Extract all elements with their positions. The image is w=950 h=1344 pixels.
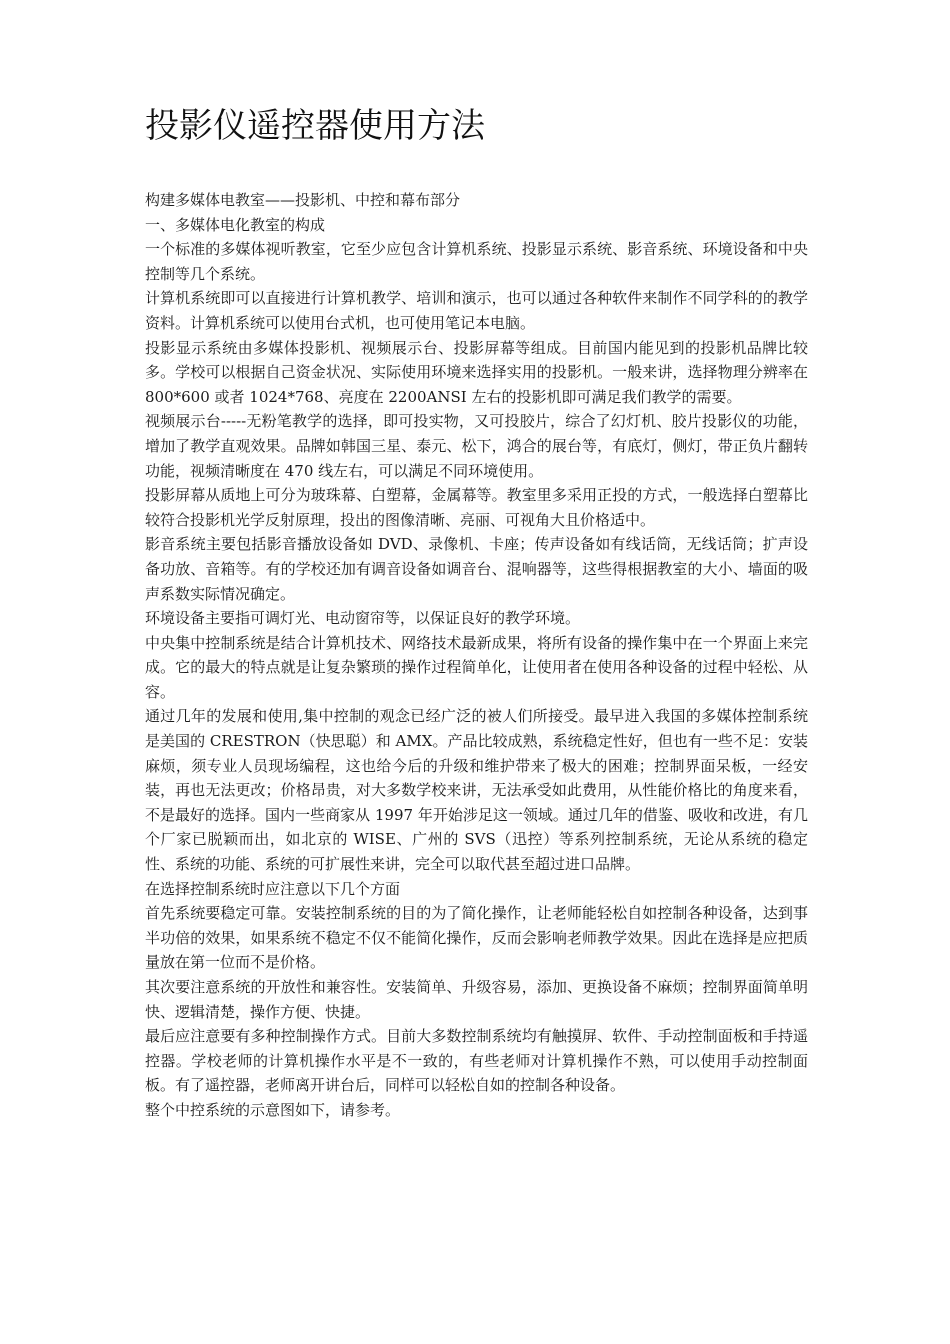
- paragraph: 最后应注意要有多种控制操作方式。目前大多数控制系统均有触摸屏、软件、手动控制面板和手持遥控器。学校老师的计算机操作水平是不一致的，有些老师对计算机操作不熟，可以使用手动控制面板。有了遥控器，老师离开讲台后，同样可以轻松自如的控制各种设备。: [145, 1027, 808, 1095]
- paragraph: 影音系统主要包括影音播放设备如 DVD、录像机、卡座；传声设备如有线话筒，无线话筒；扩声设备功放、音箱等。有的学校还加有调音设备如调音台、混响器等，这些得根据教室的大小、墙面的吸声系数实际情况确定。: [145, 535, 808, 603]
- paragraph: 整个中控系统的示意图如下，请参考。: [145, 1100, 401, 1119]
- paragraph: 在选择控制系统时应注意以下几个方面: [145, 879, 401, 898]
- document-title: 投影仪遥控器使用方法: [145, 106, 485, 146]
- subsection-heading: 一、多媒体电化教室的构成: [145, 215, 326, 234]
- paragraph: 其次要注意系统的开放性和兼容性。安装简单、升级容易，添加、更换设备不麻烦；控制界面简单明快、逻辑清楚，操作方便、快捷。: [145, 978, 808, 1021]
- paragraph: 中央集中控制系统是结合计算机技术、网络技术最新成果，将所有设备的操作集中在一个界面上来完成。它的最大的特点就是让复杂繁琐的操作过程简单化，让使用者在使用各种设备的过程中轻松、从容。: [145, 633, 808, 701]
- section-heading: 构建多媒体电教室——投影机、中控和幕布部分: [145, 191, 461, 209]
- document-body: [145, 188, 808, 1123]
- paragraph: 环境设备主要指可调灯光、电动窗帘等，以保证良好的教学环境。: [145, 609, 581, 628]
- paragraph: 一个标准的多媒体视听教室，它至少应包含计算机系统、投影显示系统、影音系统、环境设备和中央控制等几个系统。: [145, 240, 808, 283]
- paragraph: 投影屏幕从质地上可分为玻珠幕、白塑幕，金属幕等。教室里多采用正投的方式，一般选择白塑幕比较符合投影机光学反射原理，投出的图像清晰、亮丽、可视角大且价格适中。: [145, 486, 808, 529]
- paragraph: 计算机系统即可以直接进行计算机教学、培训和演示，也可以通过各种软件来制作不同学科的的教学资料。计算机系统可以使用台式机，也可使用笔记本电脑。: [145, 289, 808, 332]
- paragraph: 通过几年的发展和使用,集中控制的观念已经广泛的被人们所接受。最早进入我国的多媒体控制系统是美国的 CRESTRON（快思聪）和 AMX。产品比较成熟，系统稳定性好，但也有一些不足：安装麻烦，须专业人员现场编程，这也给今后的升级和维护带来了极大的困难；控制界面呆板，一经安装，再也无法更改；价格昂贵，对大多数学校来讲，无法承受如此费用，从性能价格比的角度来看，不是最好的选择。国内一些商家从 1997 年开始涉足这一领域。通过几年的借鉴、吸收和改进，有几个厂家已脱颖而出，如北京的 WISE、广州的 SVS（迅控）等系列控制系统，无论从系统的稳定性、系统的功能、系统的可扩展性来讲，完全可以取代甚至超过进口品牌。: [145, 707, 808, 874]
- paragraph: 投影显示系统由多媒体投影机、视频展示台、投影屏幕等组成。目前国内能见到的投影机品牌比较多。学校可以根据自己资金状况、实际使用环境来选择实用的投影机。一般来讲，选择物理分辨率在 800*600 或者 1024*768、亮度在 2200ANSI 左右的投影机即可满足我们教学的需要。: [145, 338, 808, 406]
- paragraph: 视频展示台-----无粉笔教学的选择，即可投实物，又可投胶片，综合了幻灯机、胶片投影仪的功能，增加了教学直观效果。品牌如韩国三星、泰元、松下，鸿合的展台等，有底灯，侧灯，带正负片翻转功能，视频清晰度在 470 线左右，可以满足不同环境使用。: [145, 412, 808, 480]
- paragraph: 首先系统要稳定可靠。安装控制系统的目的为了简化操作，让老师能轻松自如控制各种设备，达到事半功倍的效果，如果系统不稳定不仅不能简化操作，反而会影响老师教学效果。因此在选择是应把质量放在第一位而不是价格。: [145, 904, 808, 972]
